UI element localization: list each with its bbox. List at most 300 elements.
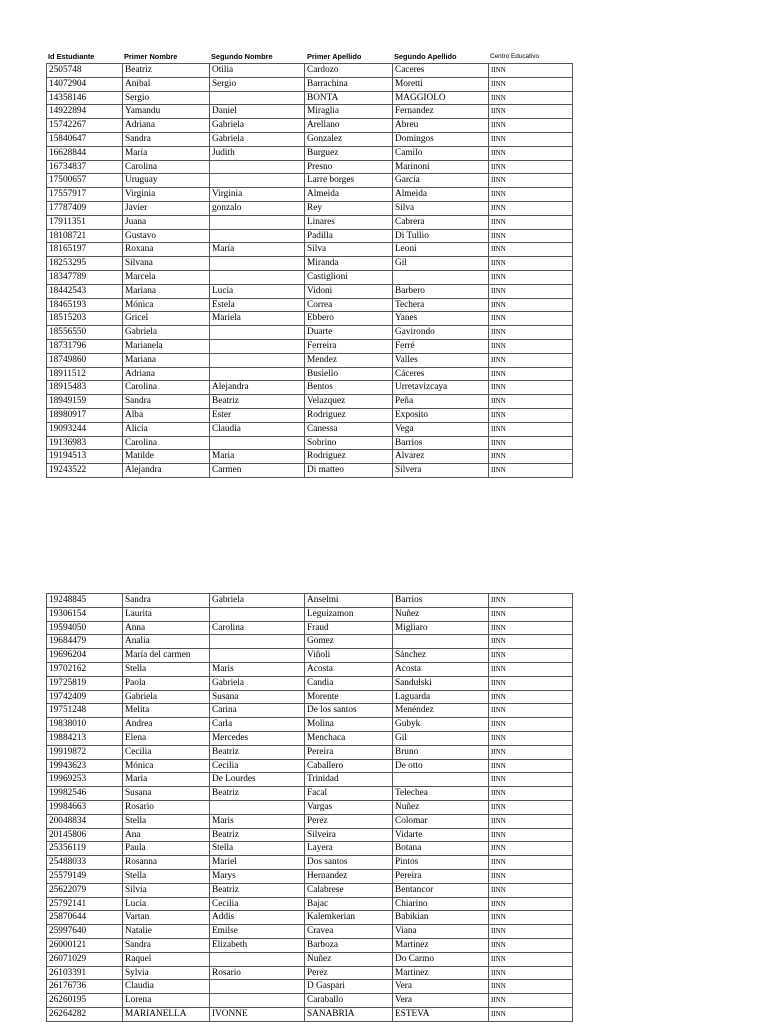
segundo-apellido-cell: Martinez <box>393 938 489 952</box>
primer-apellido-cell: Bajac <box>305 897 393 911</box>
primer-nombre-cell: Claudia <box>123 980 210 994</box>
primer-nombre-cell: Susana <box>123 787 210 801</box>
centro-educativo-cell: IINN <box>489 284 573 298</box>
segundo-nombre-cell: Otilia <box>210 64 305 78</box>
centro-educativo-cell: IINN <box>489 745 573 759</box>
primer-nombre-cell: Ana <box>123 828 210 842</box>
centro-educativo-cell: IINN <box>489 911 573 925</box>
id-estudiante-cell: 25870644 <box>47 911 123 925</box>
primer-apellido-cell: Castiglioni <box>305 270 393 284</box>
segundo-apellido-cell: Vega <box>393 422 489 436</box>
primer-nombre-cell: Laurita <box>123 607 210 621</box>
id-estudiante-cell: 26176736 <box>47 980 123 994</box>
primer-apellido-cell: Linares <box>305 215 393 229</box>
centro-educativo-cell: IINN <box>489 381 573 395</box>
id-estudiante-cell: 16628844 <box>47 146 123 160</box>
header-id-estudiante: Id Estudiante <box>48 52 95 61</box>
segundo-nombre-cell <box>210 326 305 340</box>
segundo-apellido-cell: Domingos <box>393 132 489 146</box>
header-segundo-apellido: Segundo Apellido <box>394 52 457 61</box>
segundo-nombre-cell: IVONNE <box>210 1007 305 1021</box>
segundo-nombre-cell: Claudia <box>210 422 305 436</box>
centro-educativo-cell: IINN <box>489 952 573 966</box>
table-row <box>47 952 573 966</box>
primer-apellido-cell: Kalemkerian <box>305 911 393 925</box>
primer-nombre-cell: Sergio <box>123 91 210 105</box>
id-estudiante-cell: 19136983 <box>47 436 123 450</box>
table-row <box>47 718 573 732</box>
segundo-apellido-cell: Babikian <box>393 911 489 925</box>
segundo-apellido-cell: Martinez <box>393 966 489 980</box>
segundo-apellido-cell: De otto <box>393 759 489 773</box>
segundo-apellido-cell: Cáceres <box>393 367 489 381</box>
segundo-nombre-cell: Mariel <box>210 856 305 870</box>
centro-educativo-cell: IINN <box>489 257 573 271</box>
segundo-apellido-cell: Nuñez <box>393 607 489 621</box>
segundo-apellido-cell: MAGGIOLO <box>393 91 489 105</box>
primer-nombre-cell: Matilde <box>123 450 210 464</box>
segundo-nombre-cell: Maris <box>210 814 305 828</box>
centro-educativo-cell: IINN <box>489 105 573 119</box>
centro-educativo-cell: IINN <box>489 773 573 787</box>
table-row <box>47 215 573 229</box>
primer-nombre-cell: Natalie <box>123 925 210 939</box>
segundo-apellido-cell: Urretavizcaya <box>393 381 489 395</box>
segundo-nombre-cell: Elizabeth <box>210 938 305 952</box>
table-row <box>47 980 573 994</box>
id-estudiante-cell: 20048834 <box>47 814 123 828</box>
centro-educativo-cell: IINN <box>489 436 573 450</box>
segundo-apellido-cell: Vidarte <box>393 828 489 842</box>
primer-nombre-cell: Gabriela <box>123 326 210 340</box>
table-row <box>47 105 573 119</box>
segundo-apellido-cell: Abreu <box>393 119 489 133</box>
segundo-nombre-cell: Alejandra <box>210 381 305 395</box>
primer-nombre-cell: Rosanna <box>123 856 210 870</box>
id-estudiante-cell: 19982546 <box>47 787 123 801</box>
primer-apellido-cell: Di matteo <box>305 464 393 478</box>
centro-educativo-cell: IINN <box>489 229 573 243</box>
primer-nombre-cell: Silvia <box>123 883 210 897</box>
primer-apellido-cell: Perez <box>305 814 393 828</box>
id-estudiante-cell: 15840647 <box>47 132 123 146</box>
id-estudiante-cell: 26264282 <box>47 1007 123 1021</box>
segundo-apellido-cell: Sandulski <box>393 676 489 690</box>
header-row <box>46 52 572 63</box>
segundo-apellido-cell: Pintos <box>393 856 489 870</box>
id-estudiante-cell: 19943623 <box>47 759 123 773</box>
segundo-apellido-cell: Cabrera <box>393 215 489 229</box>
primer-nombre-cell: Marcela <box>123 270 210 284</box>
table-row <box>47 883 573 897</box>
primer-nombre-cell: Sandra <box>123 938 210 952</box>
centro-educativo-cell: IINN <box>489 842 573 856</box>
segundo-apellido-cell: Moretti <box>393 77 489 91</box>
segundo-apellido-cell: Fernandez <box>393 105 489 119</box>
table-row <box>47 408 573 422</box>
id-estudiante-cell: 18915483 <box>47 381 123 395</box>
primer-nombre-cell: Melita <box>123 704 210 718</box>
segundo-nombre-cell: Mercedes <box>210 731 305 745</box>
segundo-apellido-cell: Silvera <box>393 464 489 478</box>
primer-apellido-cell: Molina <box>305 718 393 732</box>
segundo-nombre-cell: Carmen <box>210 464 305 478</box>
table-row <box>47 436 573 450</box>
table-row <box>47 174 573 188</box>
primer-apellido-cell: Pereira <box>305 745 393 759</box>
segundo-apellido-cell: Barrios <box>393 594 489 608</box>
segundo-apellido-cell: Telechea <box>393 787 489 801</box>
table-row <box>47 828 573 842</box>
centro-educativo-cell: IINN <box>489 731 573 745</box>
table-row <box>47 119 573 133</box>
id-estudiante-cell: 18165197 <box>47 243 123 257</box>
table-row <box>47 773 573 787</box>
segundo-nombre-cell: Cecilia <box>210 759 305 773</box>
primer-apellido-cell: Rey <box>305 201 393 215</box>
id-estudiante-cell: 26103391 <box>47 966 123 980</box>
segundo-nombre-cell: Gabriela <box>210 594 305 608</box>
primer-nombre-cell: Yamandu <box>123 105 210 119</box>
segundo-apellido-cell: Yanes <box>393 312 489 326</box>
segundo-nombre-cell <box>210 353 305 367</box>
segundo-nombre-cell <box>210 367 305 381</box>
id-estudiante-cell: 18980917 <box>47 408 123 422</box>
id-estudiante-cell: 19984663 <box>47 800 123 814</box>
primer-nombre-cell: Sandra <box>123 594 210 608</box>
segundo-nombre-cell: Marys <box>210 869 305 883</box>
table-row <box>47 257 573 271</box>
segundo-nombre-cell: Daniel <box>210 105 305 119</box>
primer-nombre-cell: Andrea <box>123 718 210 732</box>
id-estudiante-cell: 25356119 <box>47 842 123 856</box>
table-row <box>47 312 573 326</box>
segundo-apellido-cell: Gil <box>393 257 489 271</box>
primer-apellido-cell: Duarte <box>305 326 393 340</box>
primer-apellido-cell: Burguez <box>305 146 393 160</box>
centro-educativo-cell: IINN <box>489 925 573 939</box>
segundo-apellido-cell: Laguarda <box>393 690 489 704</box>
table-row <box>47 594 573 608</box>
centro-educativo-cell: IINN <box>489 635 573 649</box>
segundo-apellido-cell: Camilo <box>393 146 489 160</box>
centro-educativo-cell: IINN <box>489 243 573 257</box>
table-row <box>47 132 573 146</box>
primer-apellido-cell: Silveira <box>305 828 393 842</box>
segundo-apellido-cell: Gil <box>393 731 489 745</box>
segundo-apellido-cell: Leoni <box>393 243 489 257</box>
segundo-apellido-cell: Silva <box>393 201 489 215</box>
id-estudiante-cell: 19243522 <box>47 464 123 478</box>
primer-apellido-cell: Ebbero <box>305 312 393 326</box>
segundo-apellido-cell: Barrios <box>393 436 489 450</box>
segundo-apellido-cell: Caceres <box>393 64 489 78</box>
primer-apellido-cell: Calabrese <box>305 883 393 897</box>
segundo-nombre-cell <box>210 270 305 284</box>
segundo-apellido-cell: Techera <box>393 298 489 312</box>
segundo-nombre-cell: María <box>210 243 305 257</box>
primer-nombre-cell: Maria <box>123 773 210 787</box>
table-row <box>47 160 573 174</box>
id-estudiante-cell: 19742409 <box>47 690 123 704</box>
table-row <box>47 856 573 870</box>
primer-nombre-cell: Carolina <box>123 436 210 450</box>
segundo-apellido-cell: Vera <box>393 994 489 1008</box>
header-primer-nombre: Primer Nombre <box>124 52 178 61</box>
centro-educativo-cell: IINN <box>489 856 573 870</box>
segundo-apellido-cell: Do Carmo <box>393 952 489 966</box>
primer-apellido-cell: Correa <box>305 298 393 312</box>
segundo-nombre-cell: Virginia <box>210 188 305 202</box>
id-estudiante-cell: 19306154 <box>47 607 123 621</box>
primer-nombre-cell: Adriana <box>123 367 210 381</box>
primer-nombre-cell: Paola <box>123 676 210 690</box>
id-estudiante-cell: 26000121 <box>47 938 123 952</box>
segundo-apellido-cell: Di Tullio <box>393 229 489 243</box>
table-row <box>47 690 573 704</box>
segundo-nombre-cell <box>210 160 305 174</box>
primer-apellido-cell: Gonzalez <box>305 132 393 146</box>
centro-educativo-cell: IINN <box>489 464 573 478</box>
segundo-apellido-cell: ESTEVA <box>393 1007 489 1021</box>
centro-educativo-cell: IINN <box>489 897 573 911</box>
table-row <box>47 367 573 381</box>
primer-apellido-cell: Rodriguez <box>305 450 393 464</box>
segundo-nombre-cell <box>210 980 305 994</box>
primer-apellido-cell: Busiello <box>305 367 393 381</box>
table-row <box>47 284 573 298</box>
segundo-nombre-cell: Lucia <box>210 284 305 298</box>
table-row <box>47 146 573 160</box>
segundo-nombre-cell <box>210 635 305 649</box>
primer-nombre-cell: Marianela <box>123 339 210 353</box>
primer-nombre-cell: María <box>123 146 210 160</box>
header-primer-apellido: Primer Apellido <box>307 52 362 61</box>
segundo-apellido-cell: Alvarez <box>393 450 489 464</box>
id-estudiante-cell: 19838010 <box>47 718 123 732</box>
segundo-apellido-cell: García <box>393 174 489 188</box>
primer-nombre-cell: Juana <box>123 215 210 229</box>
id-estudiante-cell: 19884213 <box>47 731 123 745</box>
primer-nombre-cell: Mónica <box>123 759 210 773</box>
table-row <box>47 64 573 78</box>
primer-apellido-cell: Rodriguez <box>305 408 393 422</box>
primer-nombre-cell: Uruguay <box>123 174 210 188</box>
primer-nombre-cell: Paula <box>123 842 210 856</box>
id-estudiante-cell: 19919872 <box>47 745 123 759</box>
table-row <box>47 869 573 883</box>
centro-educativo-cell: IINN <box>489 883 573 897</box>
segundo-nombre-cell <box>210 229 305 243</box>
primer-nombre-cell: Stella <box>123 814 210 828</box>
segundo-nombre-cell: Judith <box>210 146 305 160</box>
table-row <box>47 759 573 773</box>
centro-educativo-cell: IINN <box>489 450 573 464</box>
segundo-nombre-cell: Beatriz <box>210 883 305 897</box>
primer-nombre-cell: Carolina <box>123 381 210 395</box>
table-row <box>47 938 573 952</box>
segundo-apellido-cell: Acosta <box>393 662 489 676</box>
segundo-nombre-cell: Carina <box>210 704 305 718</box>
table-row <box>47 1007 573 1021</box>
primer-apellido-cell: Almeida <box>305 188 393 202</box>
id-estudiante-cell: 25579149 <box>47 869 123 883</box>
id-estudiante-cell: 18749860 <box>47 353 123 367</box>
primer-nombre-cell: Sandra <box>123 132 210 146</box>
primer-nombre-cell: Gricel <box>123 312 210 326</box>
id-estudiante-cell: 18108721 <box>47 229 123 243</box>
centro-educativo-cell: IINN <box>489 938 573 952</box>
table-row <box>47 897 573 911</box>
segundo-apellido-cell: Colomar <box>393 814 489 828</box>
segundo-apellido-cell: Viana <box>393 925 489 939</box>
table-row <box>47 243 573 257</box>
id-estudiante-cell: 19594050 <box>47 621 123 635</box>
primer-nombre-cell: Gustavo <box>123 229 210 243</box>
centro-educativo-cell: IINN <box>489 787 573 801</box>
segundo-nombre-cell <box>210 174 305 188</box>
primer-apellido-cell: D Gaspari <box>305 980 393 994</box>
id-estudiante-cell: 18949159 <box>47 395 123 409</box>
id-estudiante-cell: 19194513 <box>47 450 123 464</box>
id-estudiante-cell: 16734837 <box>47 160 123 174</box>
segundo-nombre-cell: Mariela <box>210 312 305 326</box>
centro-educativo-cell: IINN <box>489 174 573 188</box>
primer-apellido-cell: Miranda <box>305 257 393 271</box>
centro-educativo-cell: IINN <box>489 594 573 608</box>
table-row <box>47 381 573 395</box>
primer-nombre-cell: Anibal <box>123 77 210 91</box>
primer-nombre-cell: Mónica <box>123 298 210 312</box>
primer-apellido-cell: Velazquez <box>305 395 393 409</box>
segundo-nombre-cell: Maris <box>210 662 305 676</box>
primer-nombre-cell: Cecilia <box>123 745 210 759</box>
segundo-apellido-cell: Barbero <box>393 284 489 298</box>
primer-apellido-cell: Menchaca <box>305 731 393 745</box>
segundo-nombre-cell <box>210 215 305 229</box>
segundo-nombre-cell: Carla <box>210 718 305 732</box>
centro-educativo-cell: IINN <box>489 869 573 883</box>
segundo-apellido-cell: Gubyk <box>393 718 489 732</box>
table-row <box>47 77 573 91</box>
segundo-apellido-cell: Gavirondo <box>393 326 489 340</box>
table-row <box>47 649 573 663</box>
primer-nombre-cell: Sandra <box>123 395 210 409</box>
table-row <box>47 395 573 409</box>
primer-apellido-cell: BONTA <box>305 91 393 105</box>
primer-apellido-cell: Caraballo <box>305 994 393 1008</box>
centro-educativo-cell: IINN <box>489 980 573 994</box>
centro-educativo-cell: IINN <box>489 91 573 105</box>
centro-educativo-cell: IINN <box>489 146 573 160</box>
centro-educativo-cell: IINN <box>489 298 573 312</box>
segundo-nombre-cell <box>210 649 305 663</box>
primer-apellido-cell: Dos santos <box>305 856 393 870</box>
segundo-apellido-cell: Ferré <box>393 339 489 353</box>
table-row <box>47 621 573 635</box>
centro-educativo-cell: IINN <box>489 160 573 174</box>
centro-educativo-cell: IINN <box>489 215 573 229</box>
primer-nombre-cell: Carolina <box>123 160 210 174</box>
segundo-apellido-cell: Valles <box>393 353 489 367</box>
segundo-apellido-cell: Almeida <box>393 188 489 202</box>
primer-nombre-cell: Mariana <box>123 353 210 367</box>
id-estudiante-cell: 17500657 <box>47 174 123 188</box>
id-estudiante-cell: 25622079 <box>47 883 123 897</box>
centro-educativo-cell: IINN <box>489 395 573 409</box>
table-row <box>47 229 573 243</box>
centro-educativo-cell: IINN <box>489 621 573 635</box>
id-estudiante-cell: 19248845 <box>47 594 123 608</box>
primer-apellido-cell: Layera <box>305 842 393 856</box>
segundo-nombre-cell <box>210 994 305 1008</box>
centro-educativo-cell: IINN <box>489 64 573 78</box>
primer-apellido-cell: Barboza <box>305 938 393 952</box>
primer-apellido-cell: Gomez <box>305 635 393 649</box>
centro-educativo-cell: IINN <box>489 119 573 133</box>
student-table-2 <box>46 593 573 1022</box>
primer-nombre-cell: Alba <box>123 408 210 422</box>
centro-educativo-cell: IINN <box>489 828 573 842</box>
primer-apellido-cell: Miraglia <box>305 105 393 119</box>
table-row <box>47 326 573 340</box>
table-row <box>47 188 573 202</box>
table-row <box>47 814 573 828</box>
table-row <box>47 966 573 980</box>
id-estudiante-cell: 14072904 <box>47 77 123 91</box>
centro-educativo-cell: IINN <box>489 662 573 676</box>
table-row <box>47 635 573 649</box>
id-estudiante-cell: 25488033 <box>47 856 123 870</box>
segundo-apellido-cell: Exposito <box>393 408 489 422</box>
primer-apellido-cell: Ferreira <box>305 339 393 353</box>
table-row <box>47 353 573 367</box>
id-estudiante-cell: 25792141 <box>47 897 123 911</box>
segundo-nombre-cell: gonzalo <box>210 201 305 215</box>
segundo-nombre-cell <box>210 91 305 105</box>
segundo-apellido-cell: Sánchez <box>393 649 489 663</box>
primer-nombre-cell: Stella <box>123 869 210 883</box>
segundo-nombre-cell: Addis <box>210 911 305 925</box>
id-estudiante-cell: 19702162 <box>47 662 123 676</box>
header-centro-educativo: Centro Educativo <box>490 53 540 60</box>
table-row <box>47 91 573 105</box>
segundo-nombre-cell: De Lourdes <box>210 773 305 787</box>
primer-apellido-cell: De los santos <box>305 704 393 718</box>
primer-nombre-cell: Beatriz <box>123 64 210 78</box>
centro-educativo-cell: IINN <box>489 422 573 436</box>
id-estudiante-cell: 26260195 <box>47 994 123 1008</box>
id-estudiante-cell: 19093244 <box>47 422 123 436</box>
segundo-apellido-cell: Marinoni <box>393 160 489 174</box>
primer-apellido-cell: SANABRIA <box>305 1007 393 1021</box>
segundo-nombre-cell: Susana <box>210 690 305 704</box>
primer-nombre-cell: Alejandra <box>123 464 210 478</box>
primer-nombre-cell: Anna <box>123 621 210 635</box>
primer-apellido-cell: Silva <box>305 243 393 257</box>
segundo-nombre-cell: Beatriz <box>210 787 305 801</box>
segundo-apellido-cell <box>393 635 489 649</box>
segundo-nombre-cell: Gabriela <box>210 676 305 690</box>
segundo-nombre-cell: Stella <box>210 842 305 856</box>
segundo-apellido-cell: Pereira <box>393 869 489 883</box>
id-estudiante-cell: 18442543 <box>47 284 123 298</box>
segundo-nombre-cell: Beatriz <box>210 745 305 759</box>
centro-educativo-cell: IINN <box>489 270 573 284</box>
segundo-nombre-cell: Rosario <box>210 966 305 980</box>
id-estudiante-cell: 18347789 <box>47 270 123 284</box>
id-estudiante-cell: 19751248 <box>47 704 123 718</box>
